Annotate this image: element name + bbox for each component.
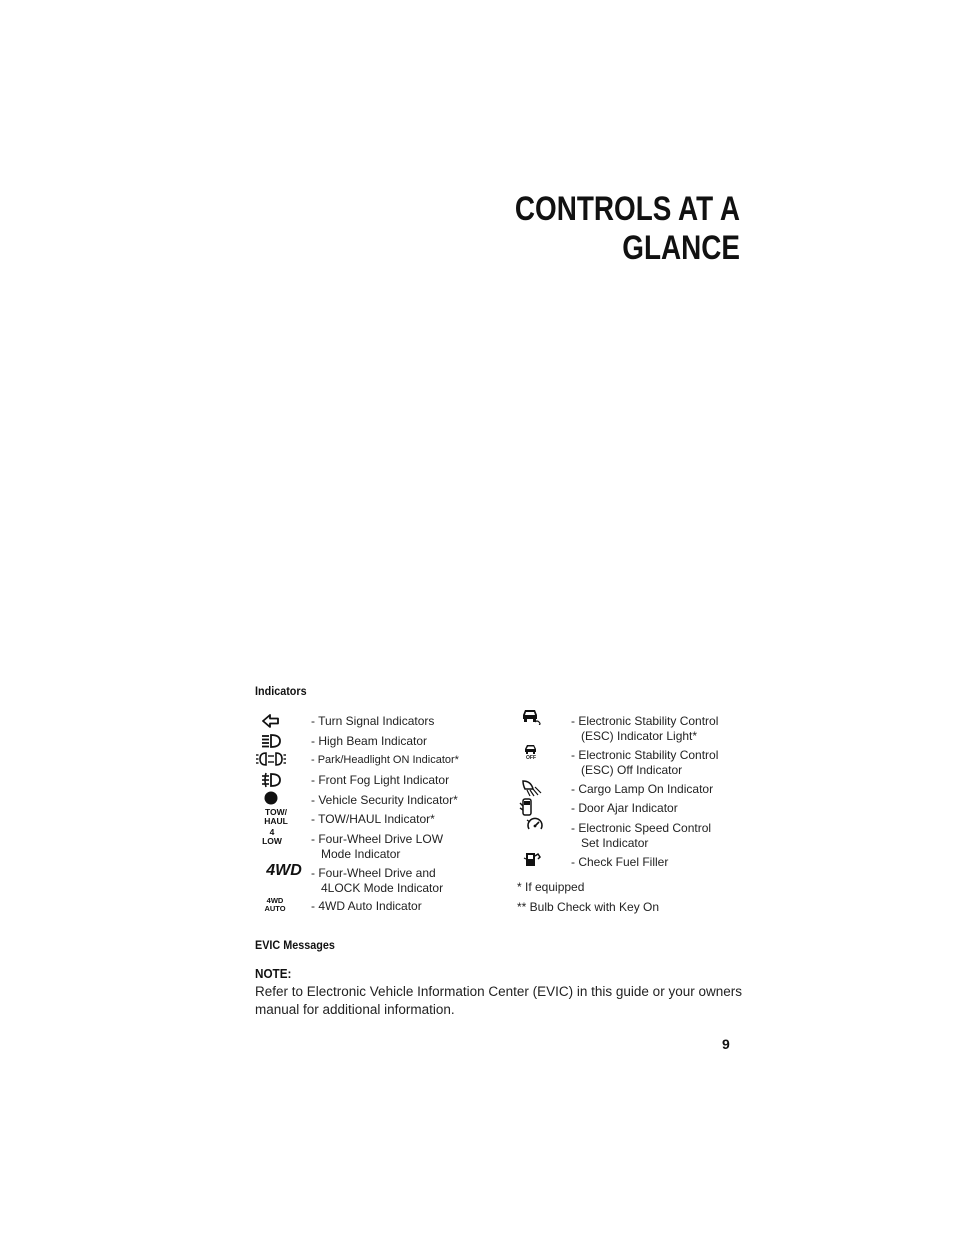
park-headlight-label [311,753,459,768]
turn-signal-label-text: - Turn Signal Indicators [311,714,435,728]
four-low-icon-text: 4 LOW [262,827,282,846]
speed-control-icon [514,815,556,835]
cargo-lamp-label [571,782,713,797]
speed-control-label [571,821,711,851]
evic-section-title: EVIC Messages [255,938,335,952]
vehicle-security-icon [250,788,292,808]
door-ajar-label [571,801,678,816]
page-number: 9 [722,1036,730,1052]
turn-signal-icon [250,711,292,731]
high-beam-label [311,734,427,749]
4wd-icon-text: 4WD [266,862,302,879]
check-fuel-filler-label-text: - Check Fuel Filler [571,855,669,869]
4wd-label [311,866,443,896]
door-ajar-label-text: - Door Ajar Indicator [571,801,678,815]
cargo-lamp-label-text: - Cargo Lamp On Indicator [571,782,714,796]
esc-indicator-label-line1: - Electronic Stability Control [571,714,719,728]
tow-haul-label-text: - TOW/HAUL Indicator* [311,812,435,826]
check-fuel-filler-icon [512,849,554,869]
speed-control-label-line1: - Electronic Speed Control [571,821,712,835]
check-fuel-filler-label [571,855,668,870]
esc-off-icon-text: OFF [526,755,536,761]
front-fog-light-label-text: - Front Fog Light Indicator [311,773,450,787]
park-headlight-icon [250,749,292,769]
turn-signal-label [311,714,434,729]
esc-indicator-icon [510,706,552,726]
door-ajar-icon [506,797,548,817]
four-low-label-line1: - Four-Wheel Drive LOW [311,832,444,846]
note-body: Refer to Electronic Vehicle Information Center (EVIC) in this guide or your owners manual for additional information. [255,984,742,1017]
high-beam-icon [250,731,292,751]
park-headlight-label-text: - Park/Headlight ON Indicator* [311,754,459,766]
esc-off-label-line2: (ESC) Off Indicator [581,763,683,777]
4wd-icon [262,862,306,880]
4wd-auto-icon-text: 4WD AUTO [264,895,286,913]
tow-haul-icon-text: TOW/ HAUL [264,807,288,826]
cargo-lamp-icon [511,778,553,798]
four-low-icon [251,826,293,848]
vehicle-security-label [311,793,458,808]
page-header-title: CONTROLS AT A GLANCE [514,190,740,267]
esc-indicator-label-line2: (ESC) Indicator Light* [581,729,698,743]
four-low-label-line2: Mode Indicator [321,847,401,861]
footnote-if-equipped: * If equipped [517,880,585,894]
esc-off-icon [510,742,552,762]
four-low-label [311,832,443,862]
4wd-auto-icon [254,895,296,915]
front-fog-light-label [311,773,449,788]
high-beam-label-text: - High Beam Indicator [311,734,428,748]
footnote-bulb-check: ** Bulb Check with Key On [517,900,660,914]
speed-control-label-line2: Set Indicator [581,836,649,850]
front-fog-light-icon [250,770,292,790]
tow-haul-label [311,812,435,827]
4wd-label-line2: 4LOCK Mode Indicator [321,881,444,895]
esc-off-label-line1: - Electronic Stability Control [571,748,719,762]
4wd-label-line1: - Four-Wheel Drive and [311,866,436,880]
esc-indicator-label [571,714,718,744]
note-title: NOTE: [255,966,292,981]
esc-off-label [571,748,718,778]
indicators-section-title: Indicators [255,684,307,698]
vehicle-security-label-text: - Vehicle Security Indicator* [311,793,458,807]
4wd-auto-label-text: - 4WD Auto Indicator [311,899,422,913]
4wd-auto-label [311,899,422,914]
tow-haul-icon [255,806,297,828]
